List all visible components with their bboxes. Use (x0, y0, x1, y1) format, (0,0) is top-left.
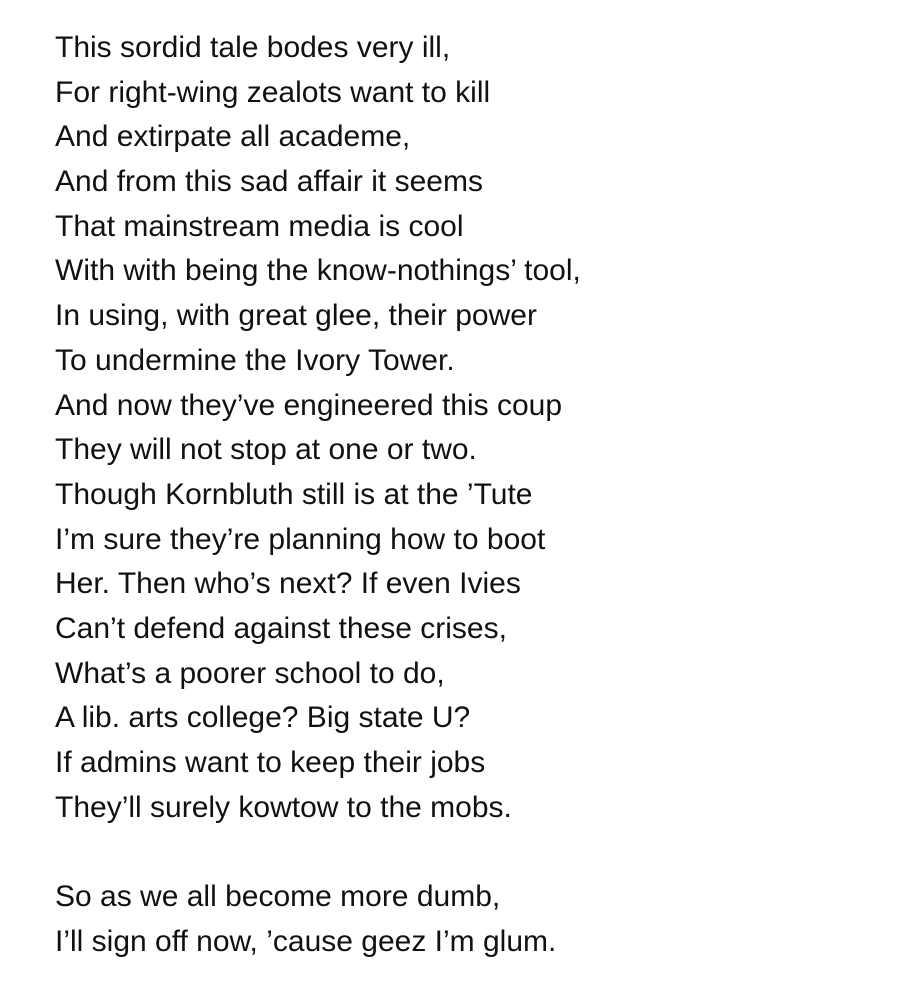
poem-line: That mainstream media is cool (55, 209, 464, 243)
poem-line: For right-wing zealots want to kill (55, 75, 491, 109)
poem-line: I’ll sign off now, ’cause geez I’m glum. (55, 924, 557, 958)
poem-line: And from this sad affair it seems (55, 165, 483, 199)
poem-line: They’ll surely kowtow to the mobs. (55, 790, 512, 824)
stanza-2 (55, 875, 895, 964)
poem-line: What’s a poorer school to do, (55, 656, 445, 690)
poem-line: And extirpate all academe, (55, 120, 411, 154)
poem-line: I’m sure they’re planning how to boot (55, 522, 546, 556)
stanza-1 (55, 26, 895, 830)
poem-line: To undermine the Ivory Tower. (55, 343, 455, 377)
poem-line: A lib. arts college? Big state U? (55, 701, 471, 735)
poem-line: In using, with great glee, their power (55, 299, 537, 333)
poem-line: With with being the know-nothings’ tool, (55, 254, 581, 288)
poem-line: And now they’ve engineered this coup (55, 388, 563, 422)
poem-line: Can’t defend against these crises, (55, 611, 507, 645)
poem-line: Her. Then who’s next? If even Ivies (55, 567, 521, 601)
poem-line: This sordid tale bodes very ill, (55, 31, 451, 64)
poem-line: They will not stop at one or two. (55, 433, 477, 467)
poem-line: So as we all become more dumb, (55, 880, 501, 914)
poem-text (55, 26, 895, 964)
poem-line: Though Kornbluth still is at the ’Tute (55, 477, 533, 511)
poem-line: If admins want to keep their jobs (55, 746, 486, 779)
